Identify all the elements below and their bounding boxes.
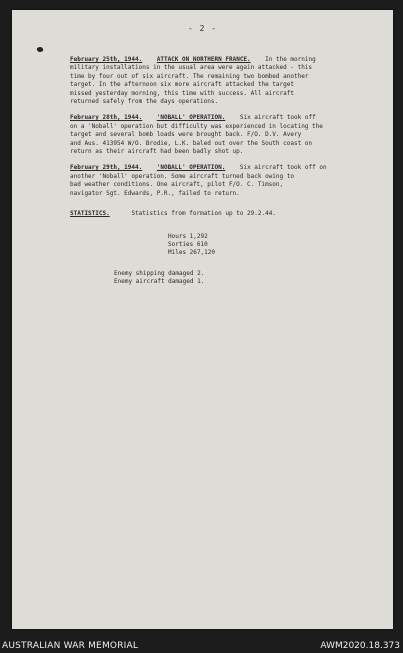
statistics-title: STATISTICS. (70, 210, 110, 218)
entry-line: navigator Sgt. Edwards, P.R., failed to return. (70, 189, 240, 197)
entry-line: In the morning (265, 56, 316, 63)
entry-title: 'NOBALL' OPERATION. (156, 164, 226, 172)
entry-line: bad weather conditions. One aircraft, pilot F/O. C. Timson, (70, 181, 284, 189)
statistics-section (70, 210, 355, 286)
stat-sorties: Sorties 610 (168, 240, 208, 248)
archive-footer (0, 636, 403, 653)
statistics-totals (168, 233, 355, 258)
statistics-intro: Statistics from formation up to 29.2.44. (131, 210, 276, 218)
footer-reference: AWM2020.18.373 (320, 641, 400, 651)
entry-line: military installations in the usual area were again attacked - this (70, 64, 313, 72)
entry-feb-28 (70, 114, 355, 156)
entry-title: 'NOBALL' OPERATION. (156, 114, 226, 122)
entry-line: time by four out of six aircraft. The remaining two bombed another (70, 72, 309, 80)
entry-line: return as their aircraft had been badly shot up. (70, 148, 244, 156)
stat-aircraft: Enemy aircraft damaged 1. (114, 278, 205, 286)
entry-line: target. In the afternoon six more aircraft attacked the target (70, 81, 294, 89)
stat-miles: Miles 267,120 (168, 249, 215, 257)
stat-hours: Hours 1,292 (168, 232, 208, 240)
document-body (70, 56, 355, 287)
stat-shipping: Enemy shipping damaged 2. (114, 269, 205, 277)
entry-line: and Aus. 413954 W/O. Brodie, L.K. baled out over the South coast on (70, 139, 313, 147)
entry-title: ATTACK ON NORTHERN FRANCE. (156, 56, 251, 63)
entry-date: February 29th, 1944. (70, 164, 143, 172)
entry-date: February 28th, 1944. (70, 114, 143, 122)
document-page (12, 10, 393, 629)
statistics-damage (114, 270, 355, 287)
entry-line: on a 'Noball' operation but difficulty was experienced in locating the (70, 122, 323, 130)
punch-hole-mark (36, 46, 43, 52)
entry-date: February 25th, 1944. (70, 56, 143, 63)
entry-line: missed yesterday morning, this time with success. All aircraft (70, 89, 294, 97)
entry-feb-29 (70, 164, 355, 198)
entry-line: another 'Noball' operation. Some aircraft turned back owing to (70, 172, 294, 180)
entry-line: returned safely from the days operations. (70, 98, 219, 106)
entry-line: target and several bomb loads were brought back. F/O. D.V. Avery (70, 131, 302, 139)
entry-line: Six aircraft took off (239, 114, 316, 122)
entry-feb-25 (70, 56, 355, 106)
entry-line: Six aircraft took off on (239, 164, 327, 172)
footer-institution: AUSTRALIAN WAR MEMORIAL (2, 641, 139, 651)
page-number: - 2 - (187, 24, 218, 33)
